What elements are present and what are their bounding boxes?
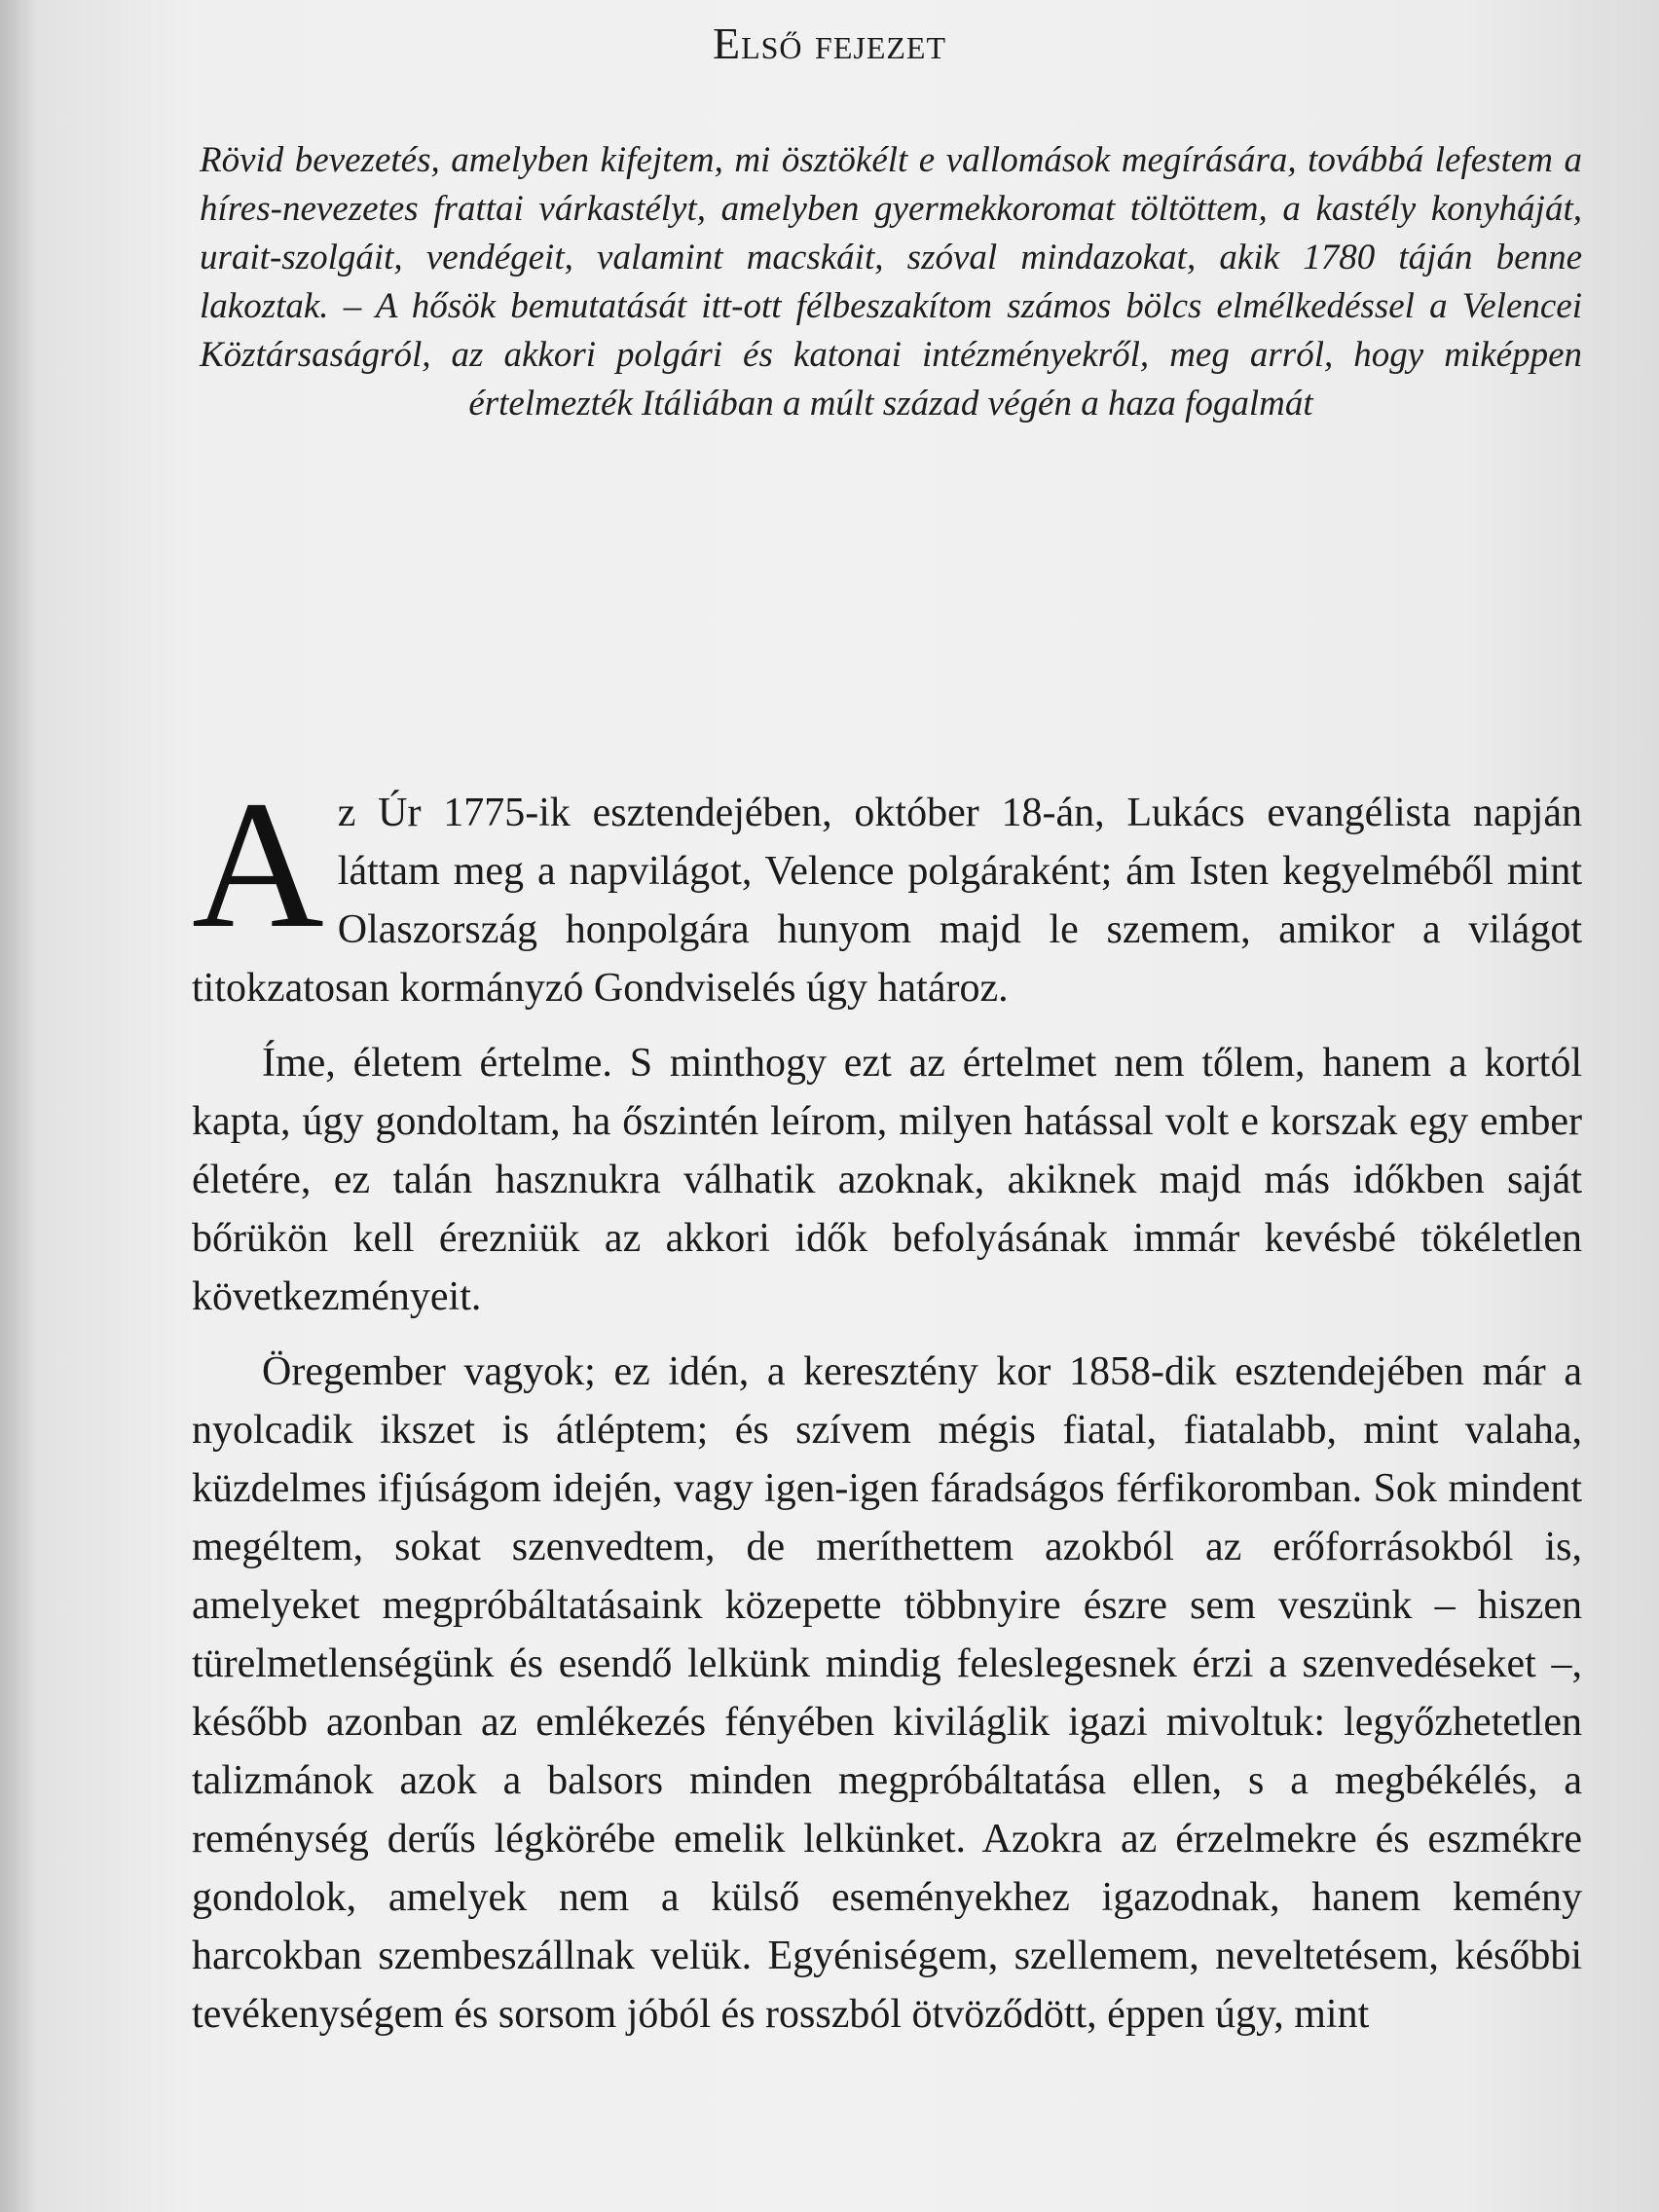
chapter-summary: Rövid bevezetés, amelyben kifejtem, mi ösztökélt e vallomások megírására, továbbá lefestem a híres-nevezetes frattai várkastélyt, amelyben gyermekkoromat töltöttem, a kastély konyháját, urait-szolgáit, vendégeit, valamint macskáit, szóval mindazokat, akik 1780 táján benne lakoztak. – A hősök bemutatását itt-ott félbeszakítom számos bölcs elmélkedéssel a Velencei Köztársaságról, az akkori polgári és katonai intézményekről, meg arról, hogy miképpen értelmezték Itáliában a múlt század végén a haza fogalmát	[200, 140, 1582, 424]
body-text	[192, 762, 1582, 2060]
paragraph-2: Íme, életem értelme. S minthogy ezt az értelmet nem tőlem, hanem a kortól kapta, úgy gondoltam, ha őszintén leírom, milyen hatással volt e korszak egy ember életére, ez talán hasznukra válhatik azoknak, akiknek majd más időkben saját bőrükön kell érezniük az akkori idők befolyásának immár kevésbé tökéletlen következményeit.	[192, 1041, 1582, 1319]
paragraph-1-text: z Úr 1775-ik esztendejében, október 18-án, Lukács evangélista napján láttam meg a napvilágot, Velence polgáraként; ám Isten kegyelméből mint Olaszország honpolgára hunyom majd le szemem, amikor a világot titokzatosan kormányzó Gondviselés úgy határoz.	[192, 791, 1582, 1011]
watermark	[0, 2181, 409, 2212]
paragraph-1	[192, 762, 1582, 1017]
paragraph-3: Öregember vagyok; ez idén, a keresztény kor 1858-dik esztendejében már a nyolcadik ikszet is átléptem; és szívem mégis fiatal, fiatalabb, mint valaha, küzdelmes ifjúságom idején, vagy igen-igen fáradságos férfikoromban. Sok mindent megéltem, sokat szenvedtem, de meríthettem azokból az erőforrásokból is, amelyeket megpróbáltatásaink közepette többnyire észre sem veszünk – hiszen türelmetlenségünk és esendő lelkünk mindig feleslegesnek érzi a szenvedéseket –, később azonban az emlékezés fényében kiviláglik igazi mivoltuk: legyőzhetetlen talizmánok azok a balsors minden megpróbáltatása ellen, s a megbékélés, a reménység derűs légkörébe emelik lelkünket. Azokra az érzelmekre és eszmékre gondolok, amelyek nem a külső eseményekhez igazodnak, hanem kemény harcokban szembeszállnak velük. Egyéniségem, szellemem, neveltetésem, későbbi tevékenységem és sorsom jóból és rosszból ötvöződött, éppen úgy, mint	[192, 1349, 1582, 2037]
drop-cap: A	[192, 762, 324, 966]
chapter-title: Első fejezet	[712, 18, 947, 68]
